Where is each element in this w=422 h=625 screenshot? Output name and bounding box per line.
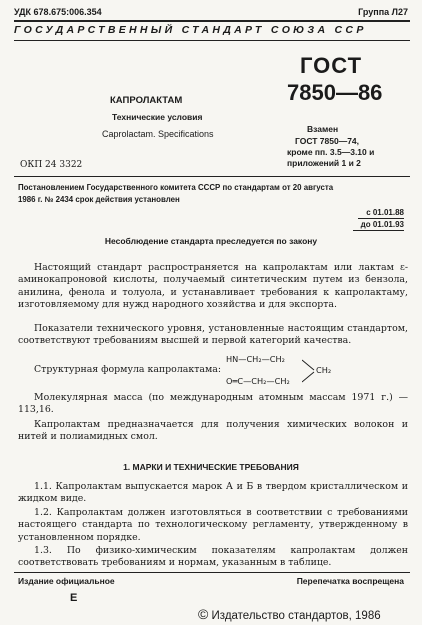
replaces-line-2: кроме пп. 3.5—3.10 и bbox=[287, 147, 375, 157]
product-name-en: Caprolactam. Specifications bbox=[102, 129, 214, 139]
quality-paragraph: Показатели технического уровня, установленные настоящим стандартом, соответствуют требованиям высшей и первой категорий качества. bbox=[18, 323, 408, 347]
replaces-label: Взамен bbox=[307, 124, 339, 134]
valid-from: с 01.01.88 bbox=[358, 208, 404, 219]
formula-label: Структурная формула капролактама: bbox=[34, 364, 222, 375]
formula-upper-bond bbox=[302, 360, 314, 370]
formula-right-group: CH₂ bbox=[316, 365, 332, 375]
formula-diagram bbox=[226, 354, 386, 390]
top-rule bbox=[14, 20, 410, 22]
footer-rule bbox=[14, 572, 410, 573]
edition-letter: E bbox=[70, 592, 78, 604]
replaces-line-1: ГОСТ 7850—74, bbox=[295, 136, 360, 146]
group-code: Группа Л27 bbox=[358, 7, 408, 17]
paragraph-1-2: 1.2. Капролактам должен изготовляться в соответствии с требованиями настоящего стандарта по технологическому регламенту, утвержденному в установленном порядке. bbox=[18, 507, 408, 543]
product-subtitle: Технические условия bbox=[112, 112, 203, 122]
molecular-mass-paragraph: Молекулярная масса (по международным атомным массам 1971 г.) — 113,16. bbox=[18, 392, 408, 416]
paragraph-1-3: 1.3. По физико-химическим показателям капролактам должен соответствовать требованиям и нормам, указанным в таблице. bbox=[18, 545, 408, 569]
valid-to: до 01.01.93 bbox=[353, 220, 404, 231]
paragraph-1-1: 1.1. Капролактам выпускается марок А и Б в твердом кристаллическом и жидком виде. bbox=[18, 481, 408, 505]
decree-rule bbox=[14, 176, 410, 177]
gost-number: 7850—86 bbox=[287, 80, 383, 105]
state-standard-banner: ГОСУДАРСТВЕННЫЙ СТАНДАРТ СОЮЗА ССР bbox=[14, 24, 367, 36]
legal-warning: Несоблюдение стандарта преследуется по закону bbox=[104, 236, 318, 246]
udc-code: УДК 678.675:006.354 bbox=[14, 7, 102, 17]
intro-paragraph: Настоящий стандарт распространяется на капролактам или лактам ε-аминокапроновой кислоты, получаемый синтетическим путем из бензола, анилина, фенола и толуола, и устанавливает требования к капролактаму, изготовляемому для нужд народного хозяйства и для экспорта. bbox=[18, 262, 408, 311]
formula-top-chain: HN—CH₂—CH₂ bbox=[226, 354, 285, 364]
formula-bottom-chain: O═C—CH₂—CH₂ bbox=[226, 376, 290, 386]
reprint-label: Перепечатка воспрещена bbox=[296, 576, 404, 586]
copyright-symbol: © bbox=[198, 606, 209, 622]
formula-lower-bond bbox=[302, 372, 314, 382]
formula-ring-bonds bbox=[302, 358, 316, 384]
replaces-line-3: приложений 1 и 2 bbox=[287, 158, 361, 168]
decree-line-1: Постановлением Государственного комитета СССР по стандартам от 20 августа bbox=[18, 183, 334, 192]
section-title: 1. МАРКИ И ТЕХНИЧЕСКИЕ ТРЕБОВАНИЯ bbox=[123, 462, 299, 472]
banner-rule bbox=[14, 40, 410, 41]
okp-code: ОКП 24 3322 bbox=[20, 160, 83, 170]
copyright-text: Издательство стандартов, 1986 bbox=[211, 610, 381, 622]
edition-label: Издание официальное bbox=[18, 576, 115, 586]
gost-label: ГОСТ bbox=[300, 53, 363, 78]
decree-line-2: 1986 г. № 2434 срок действия установлен bbox=[18, 195, 180, 204]
copyright-line bbox=[198, 606, 381, 622]
product-name: КАПРОЛАКТАМ bbox=[110, 95, 183, 106]
purpose-paragraph: Капролактам предназначается для получения химических волокон и нитей и полиамидных смол. bbox=[18, 419, 408, 443]
